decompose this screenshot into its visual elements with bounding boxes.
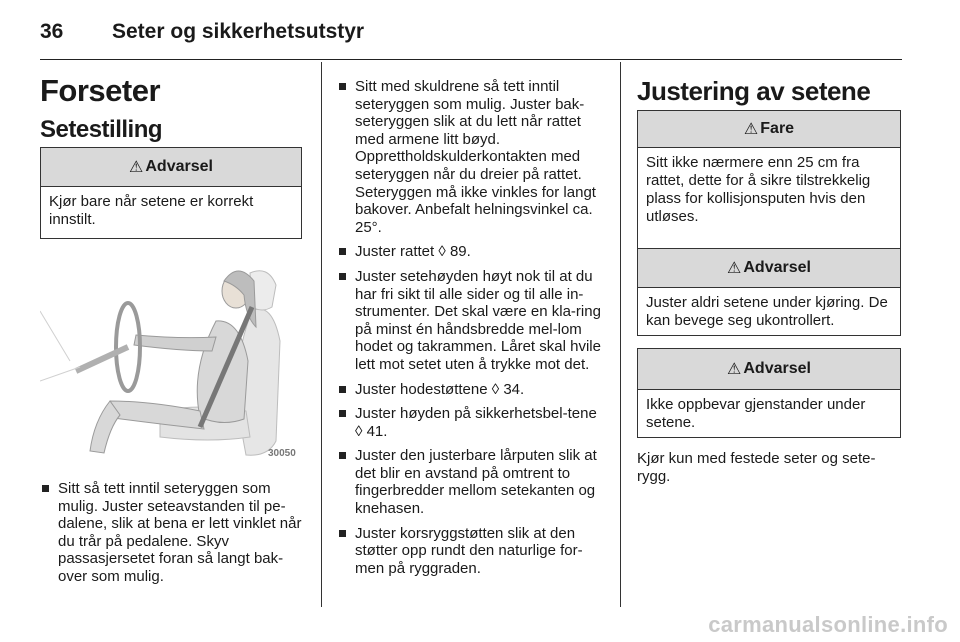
warning-label: Advarsel <box>145 158 213 175</box>
closing-paragraph: Kjør kun med festede seter og sete-rygg. <box>637 450 876 485</box>
list-item: Juster hodestøttene ◊ 34. <box>337 381 607 399</box>
left-bullet-list <box>40 480 302 593</box>
list-item: Sitt så tett inntil seteryggen som mulig. Juster seteavstanden til pe-dalene, slik at bena er lett vinklet når du trår på pedalene. Skyv passasjersetet foran så langt bak-over som mulig. <box>40 480 302 586</box>
warning-triangle-icon: ⚠ <box>727 260 742 277</box>
column-divider-2 <box>620 62 621 607</box>
warning-box-header <box>638 249 900 288</box>
warning-text: Ikke oppbevar gjenstander under setene. <box>646 396 866 431</box>
warning-box-header <box>41 148 301 187</box>
figure-code: 30050 <box>268 448 296 459</box>
middle-bullet-list <box>337 78 607 584</box>
list-item: Sitt med skuldrene så tett inntil seteryggen som mulig. Juster bak-seteryggen slik at du lett når rattet med armene litt bøyd. Opprettholdskulderkontakten med seteryggen når du dreier på rattet. Seteryggen må ikke vinkles for langt bakover. Anbefalt helningsvinkel ca. 25°. <box>337 78 607 236</box>
list-item: Juster korsryggstøtten slik at den støtter opp rundt den naturlige for-men på ryggraden. <box>337 525 607 578</box>
running-title: Seter og sikkerhetsutstyr <box>112 20 365 43</box>
list-item: Juster rattet ◊ 89. <box>337 243 607 261</box>
section-title: Forseter <box>40 73 161 108</box>
danger-box-header <box>638 111 900 148</box>
header-rule <box>40 59 902 60</box>
warning-triangle-icon: ⚠ <box>129 159 144 176</box>
warning-triangle-icon: ⚠ <box>743 121 759 138</box>
danger-text: Sitt ikke nærmere enn 25 cm fra rattet, dette for å sikre tilstrekkelig plass for kollisjonsputen hvis den utløses. <box>646 154 871 225</box>
warning-label: Advarsel <box>743 259 811 276</box>
warning-box-2 <box>637 248 901 336</box>
section-title-adjusting-seats: Justering av setene <box>637 76 871 106</box>
list-item: Juster høyden på sikkerhetsbel-tene ◊ 41. <box>337 405 607 440</box>
warning-triangle-icon: ⚠ <box>727 361 742 378</box>
list-item: Juster setehøyden høyt nok til at du har fri sikt til alle sider og til alle in-strumenter. Det skal være en kla-ring på minst én håndsbredde mel-lom hodet og takrammen. Låret skal hvile lett mot setet uten å trykke mot det. <box>337 268 607 374</box>
warning-label: Advarsel <box>743 360 811 377</box>
danger-box <box>637 110 901 262</box>
warning-box-header <box>638 349 900 390</box>
subsection-title: Setestilling <box>40 116 163 143</box>
page-number: 36 <box>40 20 64 43</box>
seat-position-illustration <box>40 251 302 461</box>
watermark: carmanualsonline.info <box>708 612 948 637</box>
danger-label: Fare <box>760 120 795 137</box>
warning-box-3 <box>637 348 901 438</box>
warning-text: Juster aldri setene under kjøring. De kan bevege seg ukontrollert. <box>646 294 888 329</box>
column-divider-1 <box>321 62 322 607</box>
warning-text: Kjør bare når setene er korrekt innstilt. <box>49 193 254 228</box>
driver-seated-illustration <box>40 251 302 461</box>
warning-box <box>40 147 302 239</box>
list-item: Juster den justerbare lårputen slik at det blir en avstand på omtrent to fingerbredder mellom setekanten og knehasen. <box>337 447 607 517</box>
